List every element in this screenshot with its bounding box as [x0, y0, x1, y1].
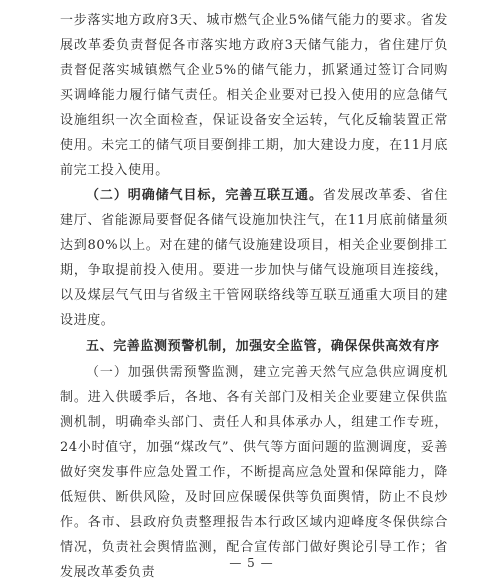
paragraph-monitoring [60, 360, 448, 585]
section-heading: 五、完善监测预警机制，加强安全监管，确保保供高效有序 [86, 339, 440, 354]
subsection-heading: （二）明确储气目标，完善互联互通。 [86, 188, 323, 203]
page-number: — 5 — [229, 556, 274, 570]
paragraph-text: （一）加强供需预警监测，建立完善天然气应急供应调度机制。进入供暖季后，各地、各有关部门及相关企业要建立保供监测机制，明确牵头部门、责任人和具体承办人，组建工作专班，24小时值守，加强“煤改气”、供气等方面问题的监测调度，妥善做好突发事件应急处置工作，不断提高应急处置和保障能力，降低短供、断供风险，及时回应保暖保供等负面舆情，防止不良炒作。各市、县政府负责整理报告本行政区域内迎峰度冬保供综合情况，负责社会舆情监测，配合宣传部门做好舆论引导工作；省发展改革委负责 [60, 365, 448, 580]
paragraph-storage-targets [60, 183, 448, 333]
document-body [60, 8, 448, 585]
paragraph-text: 一步落实地方政府3天、城市燃气企业5%储气能力的要求。省发展改革委负责督促各市落实地方政府3天储气能力，省住建厅负责督促落实城镇燃气企业5%的储气能力，抓紧通过签订合同购买调峰能力履行储气责任。相关企业要对已投入使用的应急储气设施组织一次全面检查，保证设备安全运转，气化反输装置正常使用。未完工的储气项目要倒排工期，加大建设力度，在11月底前完工投入使用。 [60, 13, 448, 178]
paragraph-text: 省发展改革委、省住建厅、省能源局要督促各储气设施加快注气，在11月底前储量须达到80%以上。对在建的储气设施建设项目，相关企业要倒排工期，争取提前投入使用。要进一步加快与储气设施项目连接线，以及煤层气气田与省级主干管网联络线等互联互通重大项目的建设进度。 [60, 188, 448, 328]
paragraph-storage-requirements [60, 8, 448, 183]
